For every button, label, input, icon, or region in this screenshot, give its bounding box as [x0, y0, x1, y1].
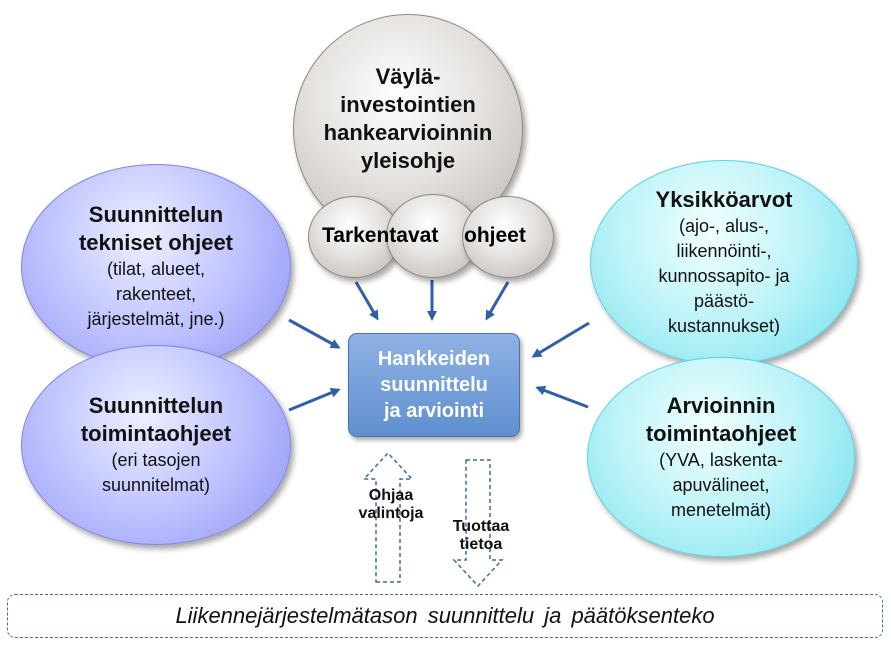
technical-sub-line: järjestelmät, jne.)	[87, 309, 225, 329]
arrow-right-top	[534, 323, 589, 356]
technical-sub-line: (tilat, alueet,	[106, 259, 206, 279]
transport-system-planning-bar	[7, 594, 883, 638]
center-line: suunnittelu	[380, 374, 488, 396]
operational-sub-line: suunnitelmat)	[101, 475, 211, 495]
guides-choices-line: valintoja	[358, 505, 424, 522]
arrow-left-top	[289, 320, 338, 347]
arrow-top-right	[487, 282, 508, 318]
bottom-bar-text: Liikennejärjestelmätason suunnittelu ja päätöksenteko	[175, 603, 715, 628]
guides-choices-label	[348, 487, 434, 523]
produces-information-line: Tuottaa	[452, 518, 510, 535]
unit-values-sub-line: päästö-	[693, 291, 755, 311]
unit-values-title-line: Yksikköarvot	[655, 187, 793, 212]
arrow-top-left	[356, 282, 377, 318]
guideline-title-line: hankearvioinnin	[323, 120, 493, 145]
assessment-sub-line: apuvälineet,	[672, 474, 770, 495]
guideline-title-line: Väylä-	[375, 64, 441, 89]
unit-values-sub-line: kunnossapito- ja	[658, 266, 790, 286]
unit-values-sub-line: (ajo-, alus-,	[678, 216, 770, 236]
guideline-title-line: investointien	[340, 92, 476, 117]
assessment-guidelines-circle	[587, 357, 855, 557]
specifying-label-word1: Tarkentavat	[322, 224, 439, 247]
technical-title-line: tekniset ohjeet	[78, 230, 234, 255]
unit-values-sub-line: kustannukset)	[667, 316, 781, 336]
technical-title-line: Suunnittelun	[88, 202, 224, 227]
assessment-sub-line: (YVA, laskenta-	[659, 449, 783, 470]
center-line: Hankkeiden	[377, 348, 491, 370]
center-line: ja arviointi	[383, 400, 485, 422]
operational-sub-line: (eri tasojen	[111, 450, 201, 470]
arrow-right-bottom	[538, 388, 588, 407]
unit-values-circle	[590, 160, 858, 365]
project-planning-box	[348, 333, 520, 437]
operational-guidelines-circle	[21, 345, 291, 545]
produces-information-line: tietoa	[459, 536, 503, 553]
unit-values-sub-line: liikennöinti-,	[676, 241, 772, 261]
operational-title-line: toimintaohjeet	[80, 421, 232, 446]
produces-information-label	[442, 518, 520, 554]
specifying-label-word2: ohjeet	[464, 224, 526, 247]
guides-choices-line: Ohjaa	[368, 487, 414, 504]
technical-guidelines-circle	[21, 164, 291, 369]
arrow-left-bottom	[289, 390, 338, 410]
assessment-title-line: toimintaohjeet	[645, 420, 797, 446]
operational-title-line: Suunnittelun	[88, 393, 224, 418]
assessment-title-line: Arvioinnin	[666, 392, 776, 418]
guideline-title-line: yleisohje	[360, 148, 456, 173]
technical-sub-line: rakenteet,	[115, 284, 197, 304]
assessment-sub-line: menetelmät)	[670, 499, 772, 520]
